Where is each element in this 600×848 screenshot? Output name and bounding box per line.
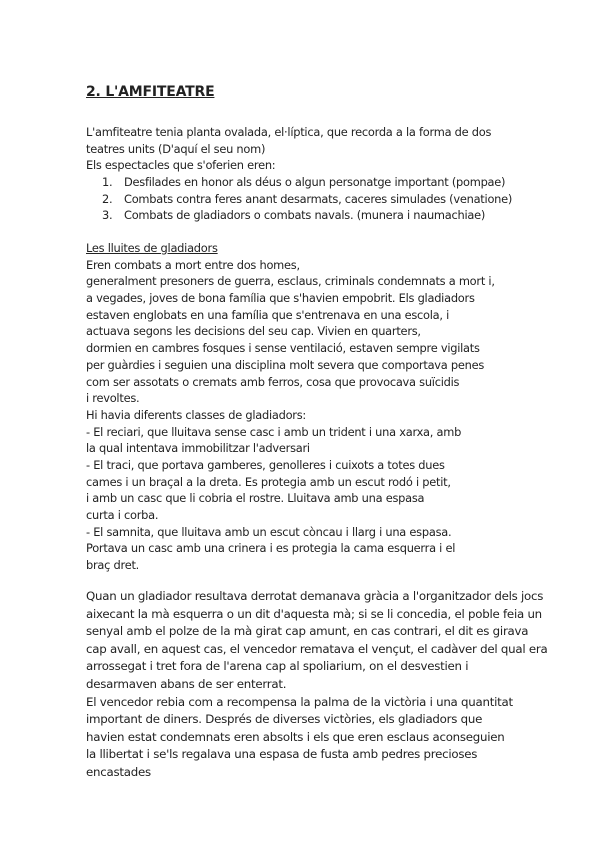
list-number: 3. <box>102 208 113 223</box>
intro-line: L'amfiteatre tenia planta ovalada, el·líptica, que recorda a la forma de dos <box>86 125 492 139</box>
paragraph-line: Quan un gladiador resultava derrotat demanava gràcia a l'organitzador dels jocs <box>86 589 544 603</box>
paragraph-line: havien estat condemnats eren absolts i els que eren esclaus aconseguien <box>86 729 505 744</box>
paragraph-line: i amb un casc que li cobria el rostre. Lluitava amb una espasa <box>86 491 425 506</box>
section-heading: Les lluites de gladiadors <box>86 241 218 255</box>
final-section <box>86 588 556 782</box>
paragraph-line: cap avall, en aquest cas, el vencedor rematava el vençut, el cadàver del qual era <box>86 641 548 656</box>
paragraph-line: Eren combats a mort entre dos homes, <box>86 257 300 272</box>
intro-line: teatres units (D'aquí el seu nom) <box>86 141 266 156</box>
paragraph-line: - El samnita, que lluitava amb un escut còncau i llarg i una espasa. <box>86 524 452 539</box>
paragraph-line: curta i corba. <box>86 508 159 522</box>
paragraph-line: encastades <box>86 764 151 779</box>
paragraph-line: arrossegat i tret fora de l'arena cap al spoliarium, on el desvestien i <box>86 659 469 674</box>
list-text: Combats contra feres anant desarmats, caceres simulades (venatione) <box>124 191 513 206</box>
paragraph-line: a vegades, joves de bona família que s'havien empobrit. Els gladiadors <box>86 291 475 306</box>
list-item <box>86 174 556 191</box>
paragraph-line: - El reciari, que lluitava sense casc i amb un trident i una xarxa, amb <box>86 424 462 439</box>
list-number: 2. <box>102 191 113 206</box>
list-item <box>86 207 556 224</box>
page-title: 2. L'AMFITEATRE <box>86 84 215 100</box>
list-text: Desfilades en honor als déus o algun personatge important (pompae) <box>124 175 506 190</box>
paragraph-line: aixecant la mà esquerra o un dit d'aquesta mà; si se li concedia, el poble feia un <box>86 606 542 621</box>
paragraph-line: dormien en cambres fosques i sense ventilació, estaven sempre vigilats <box>86 341 480 356</box>
paragraph-line: estaven englobats en una família que s'entrenava en una escola, i <box>86 307 450 322</box>
paragraph-line: generalment presoners de guerra, esclaus, criminals condemnats a mort i, <box>86 274 495 289</box>
paragraph-line: Hi havia diferents classes de gladiadors: <box>86 407 307 422</box>
list-number: 1. <box>102 175 113 190</box>
paragraph-line: la qual intentava immobilitzar l'adversari <box>86 441 310 456</box>
paragraph-line: important de diners. Després de diverses victòries, els gladiadors que <box>86 712 483 727</box>
paragraph-line: per guàrdies i seguien una disciplina molt severa que comportava penes <box>86 357 485 372</box>
paragraph-line: braç dret. <box>86 558 140 573</box>
gladiators-section <box>86 240 556 574</box>
intro-block <box>86 124 556 224</box>
paragraph-line: actuava segons les decisions del seu cap. Vivien en quarters, <box>86 324 421 339</box>
paragraph-line: i revoltes. <box>86 391 140 406</box>
paragraph-line: com ser assotats o cremats amb ferros, cosa que provocava suïcidis <box>86 374 460 389</box>
paragraph-line: Portava un casc amb una crinera i es protegia la cama esquerra i el <box>86 541 456 556</box>
paragraph-line: cames i un braçal a la dreta. Es protegia amb un escut rodó i petit, <box>86 474 451 489</box>
paragraph-line: senyal amb el polze de la mà girat cap amunt, en cas contrari, el dit es girava <box>86 624 529 639</box>
intro-line: Els espectacles que s'oferien eren: <box>86 158 276 173</box>
paragraph-line: - El traci, que portava gamberes, genolleres i cuixots a totes dues <box>86 457 445 472</box>
list-text: Combats de gladiadors o combats navals. (munera i naumachiae) <box>124 208 486 223</box>
paragraph-line: El vencedor rebia com a recompensa la palma de la victòria i una quantitat <box>86 694 513 709</box>
list-item <box>86 191 556 208</box>
paragraph-line: la llibertat i se'ls regalava una espasa de fusta amb pedres precioses <box>86 747 478 762</box>
paragraph-line: desarmaven abans de ser enterrat. <box>86 676 287 691</box>
